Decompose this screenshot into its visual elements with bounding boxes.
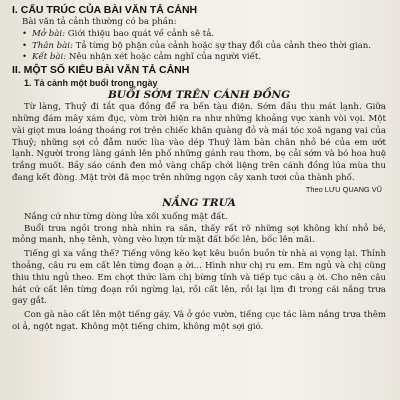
structure-intro: Bài văn tả cảnh thường có ba phần: [22,17,177,27]
structure-part-conclusion [12,52,386,64]
text-2-paragraph: Nắng cứ như từng dòng lửa xối xuống mặt đất. [24,211,228,222]
text-2-paragraph: Con gà nào cất lên một tiếng gáy. Và ở góc vườn, tiếng cục tác làm nắng trưa thêm oi ả, ngột ngạt. Không một tiếng chim, không một sợi gió. [12,310,386,332]
subsection-1-heading: 1. Tả cảnh một buổi trong ngày [24,78,158,89]
part-label: Mở bài: [32,28,65,39]
part-text: Tả từng bộ phận của cảnh hoặc sự thay đổi của cảnh theo thời gian. [72,40,371,51]
text-2-title: NẮNG TRƯA [162,196,236,209]
section-1-heading: I. CẤU TRÚC CỦA BÀI VĂN TẢ CẢNH [12,4,198,16]
text-2-paragraph: Tiếng gì xa vắng thế? Tiếng võng kẽo kẹt kêu buồn buồn từ nhà ai vọng lại. Thỉnh thoảng, câu ru em cất lên từng đoạn ạ ời... Hình như chị ru em. Em ngủ và chị cũng thiu thiu ngủ theo. Em chợt thức làm chị bừng tỉnh và tiếp tục câu ạ ời. Cho nên câu hát cứ cất lên từng đoạn rồi ngừng lại, rồi cất lên, rồi lại lịm đi trong cái nắng trưa gay gắt. [12,249,386,307]
text-1-source: Theo LƯU QUANG VŨ [305,184,382,194]
text-1-title: BUỔI SỚM TRÊN CÁNH ĐỒNG [107,89,291,102]
text-1-body: Từ làng, Thuỷ đi tắt qua đồng để ra bến tàu điện. Sớm đầu thu mát lạnh. Giữa những đám mây xám đục, vòm trời hiện ra như những khoảng vực xanh vòi vọi. Một vài giọt mưa loáng thoáng rơi trên chiếc khăn quàng đỏ và mái tóc xoã ngang vai của Thuỷ; những sợi cỏ đẫm nước lùa vào dép Thuỷ làm bàn chân nhỏ bé của em ướt lạnh. Người trong làng gánh lên phố những gánh rau thơm, bẹ cải sớm và bó hoa huệ trắng muốt. Bầy sáo cánh đen mỏ vàng chấp chới liệng trên cánh đồng lúa mùa thu đang kết đòng. Mặt trời đã mọc trên những ngọn cây xanh tươi của thành phố. [12,102,386,183]
section-2-heading: II. MỘT SỐ KIỂU BÀI VĂN TẢ CẢNH [12,64,190,77]
structure-part-body [12,41,386,53]
text-2-paragraph: Buổi trưa ngồi trong nhà nhìn ra sân, thấy rất rõ những sợi không khí nhỏ bé, mỏng manh, nhẹ tênh, vòng vèo lượn từ mặt đất bốc lên, bốc lên mãi. [12,223,386,246]
structure-part-intro [12,29,386,41]
part-label: Thân bài: [32,40,73,51]
part-text: Giới thiệu bao quát về cảnh sẽ tả. [64,28,215,39]
part-label: Kết bài: [32,52,67,63]
part-text: Nêu nhận xét hoặc cảm nghĩ của người viết. [66,52,262,63]
